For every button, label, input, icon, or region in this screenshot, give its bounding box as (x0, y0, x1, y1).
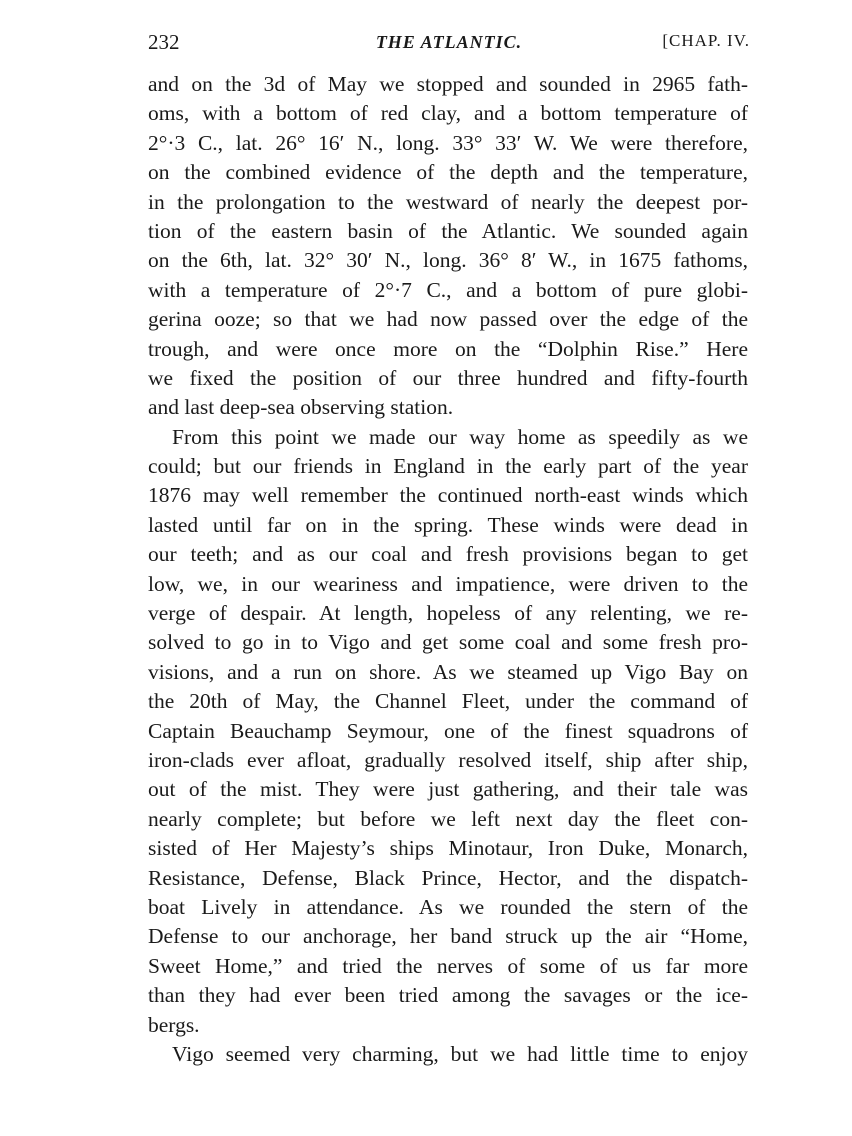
text-line: Defense to our anchorage, her band struck up the air “Home, (148, 924, 748, 949)
running-title: THE ATLANTIC. (375, 32, 523, 52)
text-line: nearly complete; but before we left next day the fleet con- (148, 806, 748, 831)
text-line: verge of despair. At length, hopeless of any relenting, we re- (148, 601, 748, 626)
text-line: solved to go in to Vigo and get some coal and some fresh pro- (148, 630, 748, 655)
text-line: low, we, in our weariness and impatience, were driven to the (148, 571, 748, 596)
text-line: the 20th of May, the Channel Fleet, under the command of (148, 689, 748, 714)
text-line: could; but our friends in England in the early part of the year (148, 454, 748, 479)
text-line: than they had ever been tried among the savages or the ice- (148, 983, 748, 1008)
body-text (148, 70, 748, 1069)
chapter-reference: [CHAP. IV. (662, 31, 750, 50)
paragraph-start-line: From this point we made our way home as speedily as we (172, 424, 748, 449)
text-line: Resistance, Defense, Black Prince, Hector, and the dispatch- (148, 865, 748, 890)
text-line: in the prolongation to the westward of nearly the deepest por- (148, 189, 748, 214)
text-line: Sweet Home,” and tried the nerves of some of us far more (148, 953, 748, 978)
text-line: visions, and a run on shore. As we steamed up Vigo Bay on (148, 659, 748, 684)
text-line: Captain Beauchamp Seymour, one of the finest squadrons of (148, 718, 748, 743)
text-line: trough, and were once more on the “Dolphin Rise.” Here (148, 336, 748, 361)
paragraph-end-line: bergs. (148, 1012, 200, 1037)
page-number: 232 (148, 30, 180, 54)
text-line: and on the 3d of May we stopped and sounded in 2965 fath- (148, 72, 748, 96)
text-line: on the combined evidence of the depth and the temperature, (148, 160, 748, 185)
text-line: 1876 may well remember the continued north-east winds which (148, 483, 748, 508)
text-line: our teeth; and as our coal and fresh provisions began to get (148, 542, 748, 567)
text-line: on the 6th, lat. 32° 30′ N., long. 36° 8′ W., in 1675 fathoms, (148, 248, 748, 273)
text-line: tion of the eastern basin of the Atlantic. We sounded again (148, 218, 748, 243)
text-line: 2°·3 C., lat. 26° 16′ N., long. 33° 33′ W. We were therefore, (148, 130, 748, 155)
text-line: boat Lively in attendance. As we rounded the stern of the (148, 894, 748, 919)
text-line: iron-clads ever afloat, gradually resolved itself, ship after ship, (148, 747, 748, 772)
text-line: with a temperature of 2°·7 C., and a bottom of pure globi- (148, 277, 748, 302)
paragraph-end-line: and last deep-sea observing station. (148, 395, 454, 420)
text-line: sisted of Her Majesty’s ships Minotaur, Iron Duke, Monarch, (148, 836, 748, 861)
paragraph-start-line: Vigo seemed very charming, but we had little time to enjoy (172, 1041, 748, 1066)
text-line: we fixed the position of our three hundred and fifty-fourth (148, 365, 748, 390)
text-line: lasted until far on in the spring. These winds were dead in (148, 512, 748, 537)
text-line: oms, with a bottom of red clay, and a bottom temperature of (148, 101, 748, 126)
page-header (148, 30, 750, 62)
text-line: gerina ooze; so that we had now passed over the edge of the (148, 307, 748, 332)
text-line: out of the mist. They were just gathering, and their tale was (148, 777, 748, 802)
